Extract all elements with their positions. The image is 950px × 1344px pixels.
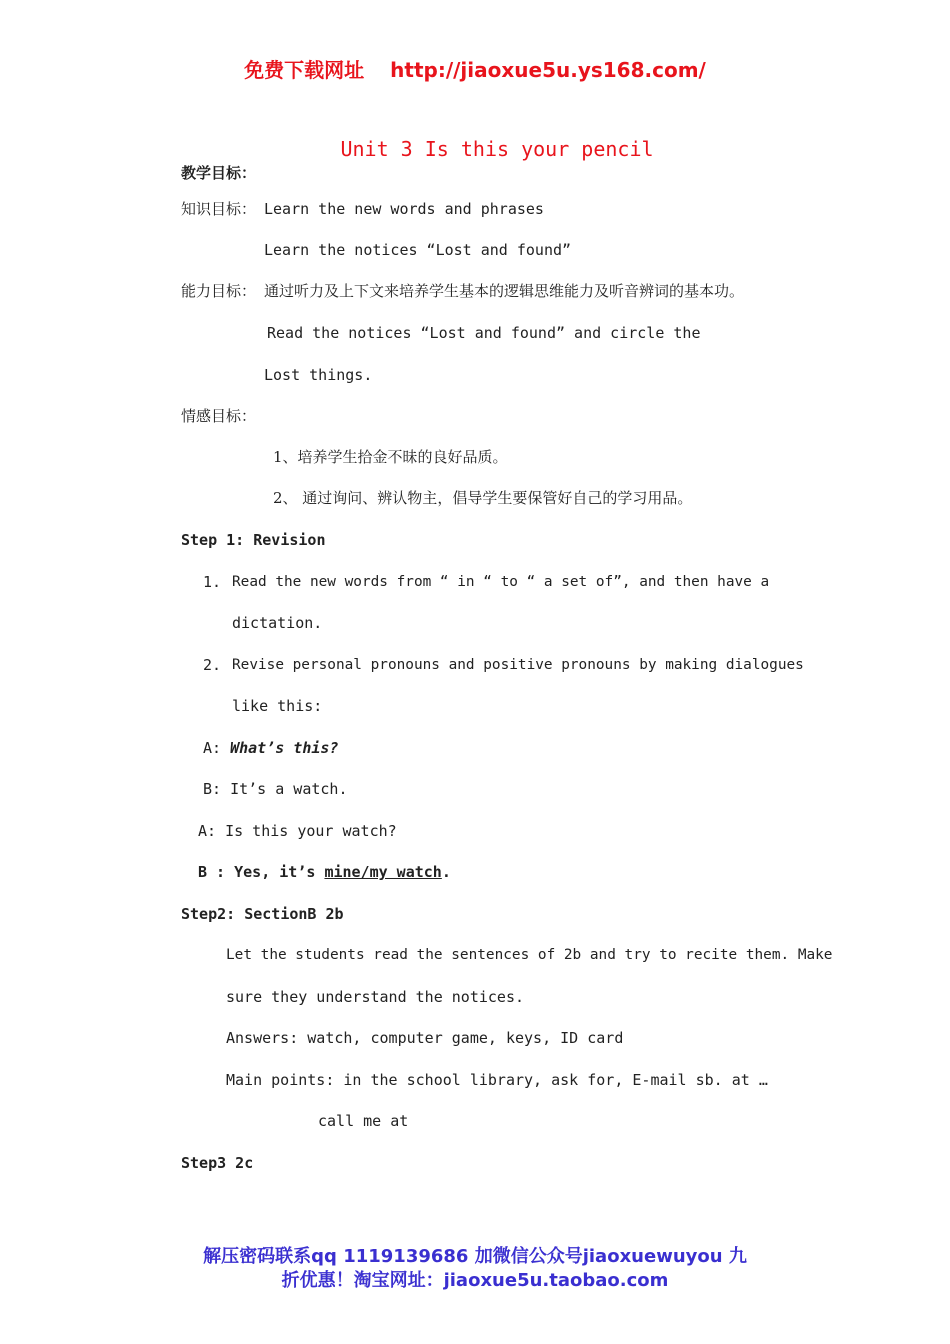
emotion-item-1: 1、培养学生拾金不昧的良好品质。 [273, 448, 508, 466]
knowledge-label: 知识目标： [181, 200, 257, 218]
step1-item2-text: Revise personal pronouns and positive pronouns by making dialogues [232, 657, 804, 673]
download-url-link[interactable]: http://jiaoxue5u.ys168.com/ [390, 58, 706, 82]
step1-item1-number: 1. [203, 573, 222, 591]
step3-heading: Step3 2c [181, 1154, 254, 1172]
step2-paragraph: Let the students read the sentences of 2b and try to recite them. Make [226, 947, 833, 963]
footer-taobao-line: 折优惠！淘宝网址：jiaoxue5u.taobao.com [281, 1270, 669, 1291]
ability-item-3: Lost things. [264, 366, 373, 384]
step1-heading: Step 1: Revision [181, 531, 326, 549]
dialog-answer-prefix: B : Yes, it’s [198, 863, 316, 881]
emotion-label: 情感目标： [181, 407, 257, 425]
step1-item1-text: Read the new words from “ in “ to “ a set of”, and then have a [232, 574, 770, 590]
dialog-line-a2: A: Is this your watch? [198, 822, 397, 840]
lesson-title: Unit 3 Is this your pencil [340, 137, 654, 161]
dialog-line-b2 [198, 862, 451, 882]
footer-contact-line: 解压密码联系qq 1119139686 加微信公众号jiaoxuewuyou 九 [203, 1246, 747, 1267]
knowledge-item-1: Learn the new words and phrases [264, 200, 544, 218]
dialog-answer-underlined: mine/my watch [324, 863, 442, 881]
dialog-line-a1 [203, 738, 338, 758]
step2-call-me: call me at [318, 1112, 409, 1130]
dialog-line-b1: B: It’s a watch. [203, 780, 348, 798]
dialog-question: What’s this? [230, 739, 339, 757]
dialog-speaker-a: A: [203, 739, 222, 757]
dialog-answer-end: . [441, 863, 451, 881]
step1-item1-text-cont: dictation. [232, 614, 323, 632]
step2-paragraph-cont: sure they understand the notices. [226, 988, 525, 1006]
step2-heading: Step2: SectionB 2b [181, 905, 344, 923]
knowledge-item-2: Learn the notices “Lost and found” [264, 241, 572, 259]
step1-item2-number: 2. [203, 656, 222, 674]
ability-item-2: Read the notices “Lost and found” and circle the [267, 324, 701, 342]
download-header [0, 54, 950, 83]
step2-answers: Answers: watch, computer game, keys, ID card [226, 1029, 624, 1047]
objectives-heading: 教学目标： [181, 164, 257, 182]
emotion-item-2: 2、 通过询问、辨认物主，倡导学生要保管好自己的学习用品。 [273, 489, 693, 507]
ability-label: 能力目标： [181, 282, 257, 300]
download-label: 免费下载网址 [244, 58, 365, 82]
ability-item-1: 通过听力及上下文来培养学生基本的逻辑思维能力及听音辨词的基本功。 [264, 282, 745, 300]
step1-item2-text-cont: like this: [232, 697, 323, 715]
step2-main-points: Main points: in the school library, ask for, E-mail sb. at … [226, 1071, 768, 1089]
